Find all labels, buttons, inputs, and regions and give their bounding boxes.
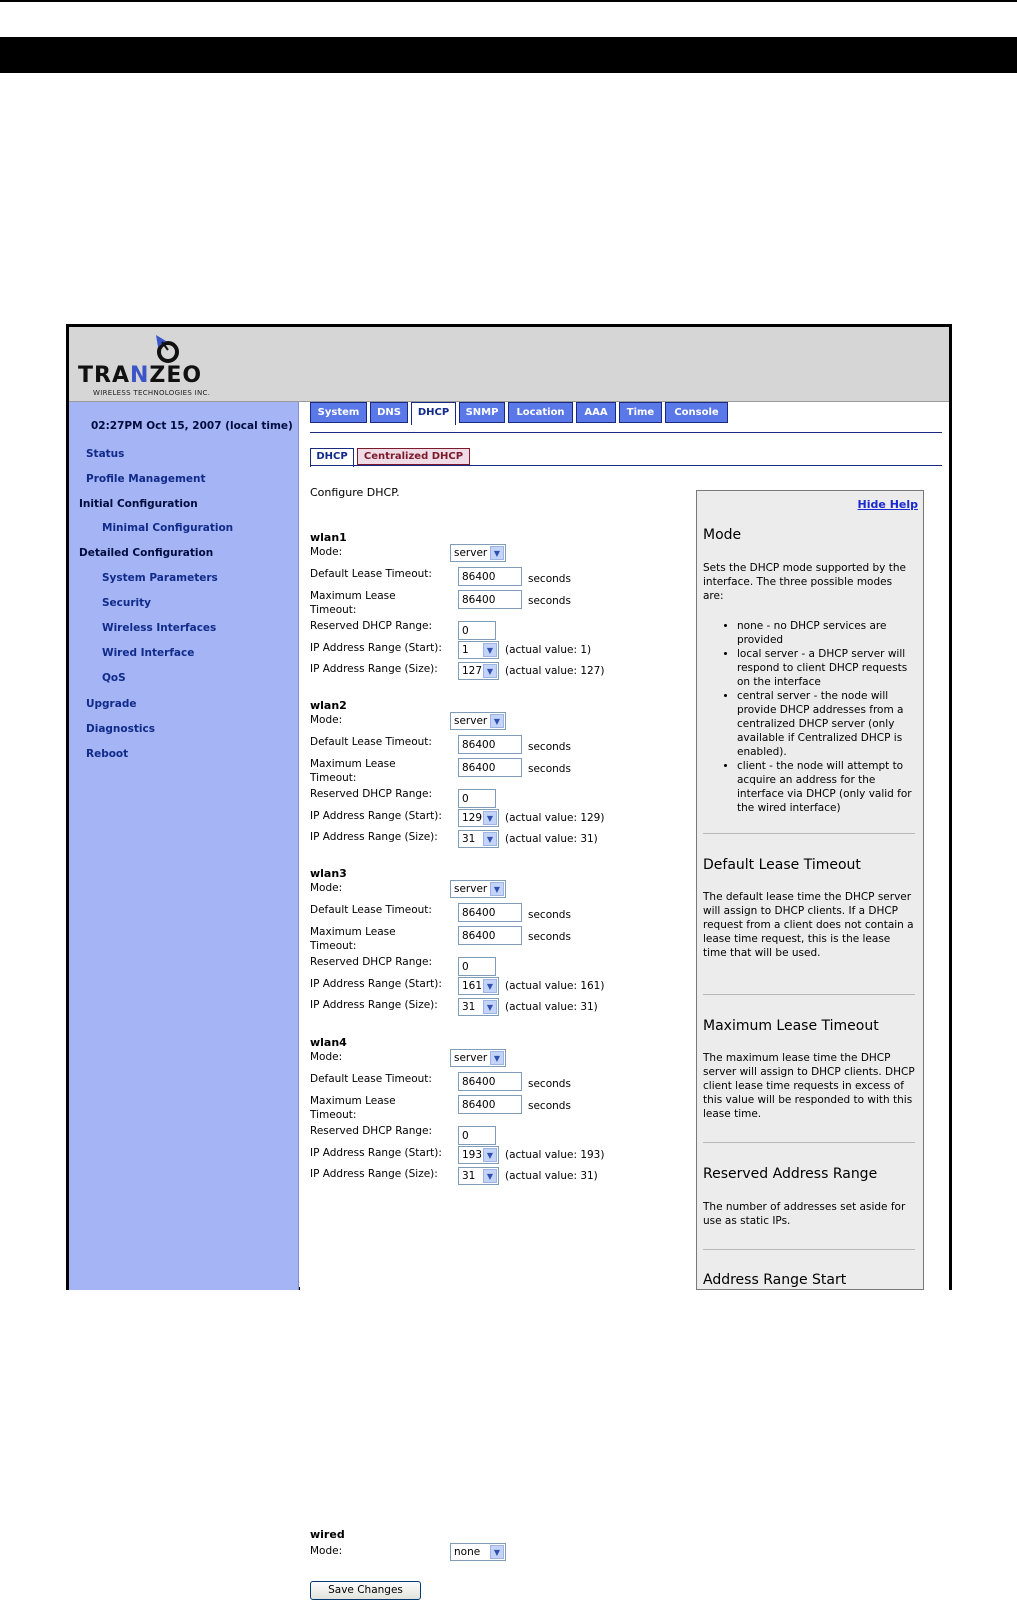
reserved-range-label: Reserved DHCP Range:: [310, 1125, 433, 1137]
reserved-range-input[interactable]: [458, 1126, 496, 1145]
tab-dns[interactable]: DNS: [370, 402, 408, 423]
mode-select[interactable]: server ▼: [450, 544, 506, 562]
app-header: [69, 327, 949, 402]
help-divider: [703, 833, 915, 834]
max-lease-input[interactable]: [458, 758, 522, 777]
default-lease-input[interactable]: [458, 735, 522, 754]
chevron-down-icon: ▼: [483, 1148, 497, 1162]
screenshot-frame: [66, 324, 952, 1596]
range-size-label: IP Address Range (Size):: [310, 663, 438, 675]
range-size-label: IP Address Range (Size):: [310, 1168, 438, 1180]
chevron-down-icon: ▼: [483, 832, 497, 846]
mode-label: Mode:: [310, 546, 343, 558]
range-size-select[interactable]: 31 ▼: [458, 1167, 499, 1185]
tranzeo-logo: [76, 333, 261, 397]
default-lease-input[interactable]: [458, 1072, 522, 1091]
seconds-unit: seconds: [528, 763, 571, 775]
logo-tagline: WIRELESS TECHNOLOGIES INC.: [93, 389, 211, 397]
range-start-actual: (actual value: 161): [505, 980, 605, 992]
help-mode-option-local: • local server - a DHCP server will respond to client DHCP requests on the interface: [737, 647, 917, 689]
help-max-title: Maximum Lease Timeout: [703, 1018, 879, 1034]
tab-system[interactable]: System: [310, 402, 367, 423]
mode-label: Mode:: [310, 1051, 343, 1063]
local-time: 02:27PM Oct 15, 2007 (local time): [91, 420, 293, 432]
tab-dhcp[interactable]: DHCP: [411, 402, 456, 425]
sidebar-item-minimal-configuration[interactable]: Minimal Configuration: [102, 522, 234, 534]
help-mode-option-central: • central server - the node will provide DHCP addresses from a centralized DHCP server (only available if Centralized DHCP is enabled).: [737, 689, 917, 759]
subtab-dhcp[interactable]: DHCP: [310, 448, 354, 467]
reserved-range-input[interactable]: [458, 789, 496, 808]
mode-select[interactable]: server ▼: [450, 712, 506, 730]
seconds-unit: seconds: [528, 573, 571, 585]
page-header-bar: [0, 37, 1017, 73]
mode-label: Mode:: [310, 882, 343, 894]
range-start-actual: (actual value: 1): [505, 644, 592, 656]
help-default-title: Default Lease Timeout: [703, 857, 861, 873]
default-lease-input[interactable]: [458, 567, 522, 586]
max-lease-label-cont: Timeout:: [310, 772, 357, 784]
help-divider: [703, 994, 915, 995]
logo-wordmark: TRANZEO: [78, 363, 203, 388]
logo-mark-icon: [146, 333, 186, 365]
max-lease-label: Maximum Lease: [310, 926, 396, 938]
range-start-actual: (actual value: 193): [505, 1149, 605, 1161]
sidebar-item-status[interactable]: Status: [86, 448, 125, 460]
tab-location[interactable]: Location: [508, 402, 573, 423]
tab-aaa[interactable]: AAA: [576, 402, 616, 423]
seconds-unit: seconds: [528, 1078, 571, 1090]
help-default-text: The default lease time the DHCP server will assign to DHCP clients. If a DHCP request from a client does not contain a lease time request, this is the lease time that will be used.: [703, 891, 914, 959]
seconds-unit: seconds: [528, 931, 571, 943]
sidebar: [69, 402, 299, 1290]
range-start-select[interactable]: 129 ▼: [458, 809, 499, 827]
help-panel: [696, 490, 924, 1290]
chevron-down-icon: ▼: [483, 811, 497, 825]
range-start-select[interactable]: 1 ▼: [458, 641, 499, 659]
reserved-range-input[interactable]: [458, 957, 496, 976]
help-mode-option-none: • none - no DHCP services are provided: [737, 619, 917, 647]
sidebar-item-upgrade[interactable]: Upgrade: [86, 698, 137, 710]
chevron-down-icon: ▼: [483, 1000, 497, 1014]
help-start-title: Address Range Start: [703, 1272, 847, 1288]
sidebar-section-initial-configuration[interactable]: Initial Configuration: [79, 498, 198, 510]
default-lease-input[interactable]: [458, 903, 522, 922]
range-start-label: IP Address Range (Start):: [310, 810, 442, 822]
sidebar-item-qos[interactable]: QoS: [102, 672, 126, 684]
seconds-unit: seconds: [528, 909, 571, 921]
chevron-down-icon: ▼: [483, 643, 497, 657]
max-lease-label-cont: Timeout:: [310, 1109, 357, 1121]
chevron-down-icon: ▼: [490, 546, 504, 560]
max-lease-input[interactable]: [458, 590, 522, 609]
range-size-actual: (actual value: 31): [505, 1170, 598, 1182]
help-reserved-text: The number of addresses set aside for use as static IPs.: [703, 1201, 906, 1227]
subtab-centralized-dhcp[interactable]: Centralized DHCP: [357, 448, 470, 465]
default-lease-label: Default Lease Timeout:: [310, 568, 432, 580]
range-size-select[interactable]: 31 ▼: [458, 830, 499, 848]
range-size-actual: (actual value: 31): [505, 1001, 598, 1013]
sidebar-item-system-parameters[interactable]: System Parameters: [102, 572, 218, 584]
interface-title: wlan2: [310, 699, 347, 712]
reserved-range-label: Reserved DHCP Range:: [310, 620, 433, 632]
help-mode-list: [703, 619, 917, 815]
range-size-actual: (actual value: 31): [505, 833, 598, 845]
tab-snmp[interactable]: SNMP: [459, 402, 505, 423]
range-start-actual: (actual value: 129): [505, 812, 605, 824]
wired-mode-select[interactable]: none ▼: [450, 1543, 506, 1561]
range-size-label: IP Address Range (Size):: [310, 999, 438, 1011]
interface-title: wlan4: [310, 1036, 347, 1049]
chevron-down-icon: ▼: [490, 714, 504, 728]
chevron-down-icon: ▼: [490, 1051, 504, 1065]
max-lease-input[interactable]: [458, 926, 522, 945]
seconds-unit: seconds: [528, 1100, 571, 1112]
default-lease-label: Default Lease Timeout:: [310, 904, 432, 916]
help-divider: [703, 1249, 915, 1250]
seconds-unit: seconds: [528, 741, 571, 753]
range-start-label: IP Address Range (Start):: [310, 1147, 442, 1159]
tab-time[interactable]: Time: [619, 402, 662, 423]
chevron-down-icon: ▼: [483, 979, 497, 993]
sidebar-section-detailed-configuration[interactable]: Detailed Configuration: [79, 547, 214, 559]
max-lease-label: Maximum Lease: [310, 758, 396, 770]
mode-select[interactable]: server ▼: [450, 880, 506, 898]
default-lease-label: Default Lease Timeout:: [310, 1073, 432, 1085]
sidebar-item-diagnostics[interactable]: Diagnostics: [86, 723, 155, 735]
max-lease-label-cont: Timeout:: [310, 940, 357, 952]
sidebar-item-wireless-interfaces[interactable]: Wireless Interfaces: [102, 622, 217, 634]
range-size-label: IP Address Range (Size):: [310, 831, 438, 843]
range-start-label: IP Address Range (Start):: [310, 642, 442, 654]
range-size-actual: (actual value: 127): [505, 665, 605, 677]
range-size-select[interactable]: 31 ▼: [458, 998, 499, 1016]
chevron-down-icon: ▼: [490, 1545, 504, 1559]
max-lease-input[interactable]: [458, 1095, 522, 1114]
range-start-select[interactable]: 193 ▼: [458, 1146, 499, 1164]
top-rule: [0, 0, 1017, 2]
help-mode-text: Sets the DHCP mode supported by the interface. The three possible modes are:: [703, 562, 906, 602]
interface-title: wlan3: [310, 867, 347, 880]
range-start-select[interactable]: 161 ▼: [458, 977, 499, 995]
seconds-unit: seconds: [528, 595, 571, 607]
reserved-range-label: Reserved DHCP Range:: [310, 956, 433, 968]
mode-label: Mode:: [310, 714, 343, 726]
chevron-down-icon: ▼: [483, 664, 497, 678]
tab-console[interactable]: Console: [665, 402, 728, 423]
help-mode-option-client: • client - the node will attempt to acquire an address for the interface via DHCP (only valid for the wired interface): [737, 759, 917, 815]
wired-title: wired: [310, 1528, 345, 1541]
help-divider: [703, 1142, 915, 1143]
sidebar-item-reboot[interactable]: Reboot: [86, 748, 129, 760]
tab-bar-divider: [310, 432, 942, 433]
range-start-label: IP Address Range (Start):: [310, 978, 442, 990]
help-mode-title: Mode: [703, 527, 742, 543]
max-lease-label: Maximum Lease: [310, 590, 396, 602]
chevron-down-icon: ▼: [490, 882, 504, 896]
help-reserved-title: Reserved Address Range: [703, 1166, 878, 1182]
wired-mode-label: Mode:: [310, 1545, 343, 1557]
subtab-bar-divider: [310, 465, 942, 466]
sidebar-item-profile-management[interactable]: Profile Management: [86, 473, 206, 485]
main-content: [300, 402, 949, 1596]
hide-help-link[interactable]: Hide Help: [857, 498, 918, 511]
sidebar-item-security[interactable]: Security: [102, 597, 152, 609]
default-lease-label: Default Lease Timeout:: [310, 736, 432, 748]
max-lease-label-cont: Timeout:: [310, 604, 357, 616]
reserved-range-label: Reserved DHCP Range:: [310, 788, 433, 800]
help-max-text: The maximum lease time the DHCP server will assign to DHCP clients. DHCP client lease time requests in excess of this value will be responded to with this lease time.: [703, 1052, 915, 1120]
reserved-range-input[interactable]: [458, 621, 496, 640]
max-lease-label: Maximum Lease: [310, 1095, 396, 1107]
chevron-down-icon: ▼: [483, 1169, 497, 1183]
range-size-select[interactable]: 127 ▼: [458, 662, 499, 680]
sidebar-item-wired-interface[interactable]: Wired Interface: [102, 647, 195, 659]
mode-select[interactable]: server ▼: [450, 1049, 506, 1067]
interface-title: wlan1: [310, 531, 347, 544]
page-intro: Configure DHCP.: [310, 486, 400, 499]
save-changes-button[interactable]: Save Changes: [310, 1581, 421, 1600]
